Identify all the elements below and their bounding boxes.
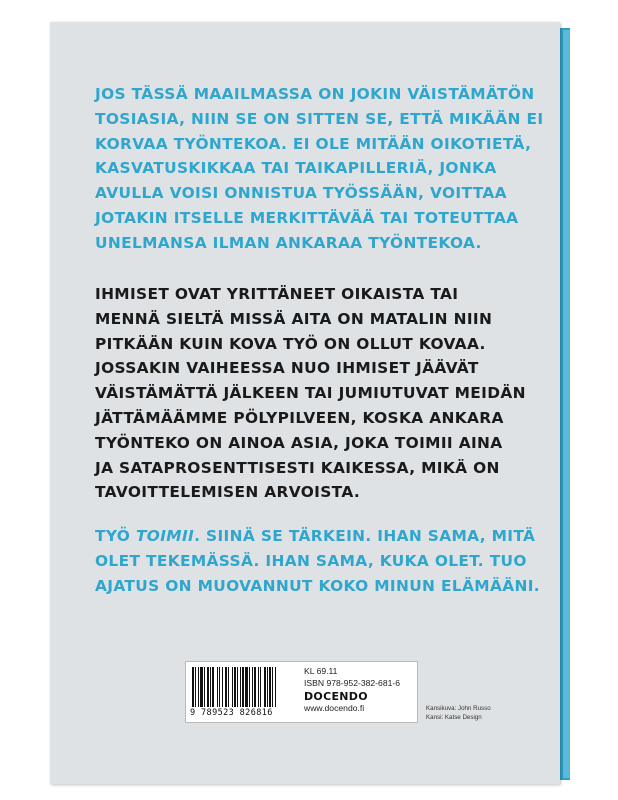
text-line: AVULLA VOISI ONNISTUA TYÖSSÄÄN, VOITTAA	[95, 184, 507, 203]
text-line: PITKÄÄN KUIN KOVA TYÖ ON OLLUT KOVAA.	[95, 334, 486, 353]
barcode-icon	[192, 667, 294, 707]
text-line: UNELMANSA ILMAN ANKARAA TYÖNTEKOA.	[95, 233, 482, 252]
barcode-digits: 9 789523 826816	[190, 708, 273, 718]
barcode-gap	[276, 667, 277, 707]
publisher-logo: DOCENDO	[304, 690, 368, 703]
text-segment: . SIINÄ SE TÄRKEIN. IHAN SAMA, MITÄ	[194, 527, 536, 545]
text-line: TYÖNTEKO ON AINOA ASIA, JOKA TOIMII AINA	[95, 433, 503, 452]
cover-credits	[426, 704, 536, 722]
text-line: KASVATUSKIKKAA TAI TAIKAPILLERIÄ, JONKA	[95, 159, 497, 178]
text-line: TOSIASIA, NIIN SE ON SITTEN SE, ETTÄ MIKÄÄN EI	[95, 109, 544, 128]
body-paragraph	[95, 282, 526, 505]
text-line: JOS TÄSSÄ MAAILMASSA ON JOKIN VÄISTÄMÄTÖN	[95, 85, 535, 103]
text-line: TAVOITTELEMISEN ARVOISTA.	[95, 483, 361, 502]
cover-photo-credit: Kansikuva: John Russo	[426, 705, 491, 712]
text-line: MENNÄ SIELTÄ MISSÄ AITA ON MATALIN NIIN	[95, 309, 493, 328]
emphasis-text: TOIMII	[135, 527, 195, 545]
text-line: AJATUS ON MUOVANNUT KOKO MINUN ELÄMÄÄNI.	[95, 576, 540, 595]
text-line: KORVAA TYÖNTEKOA. EI OLE MITÄÄN OIKOTIETÄ,	[95, 134, 532, 153]
text-line: JÄTTÄMÄÄMME PÖLYPILVEEN, KOSKA ANKARA	[95, 408, 504, 427]
text-line: IHMISET OVAT YRITTÄNEET OIKAISTA TAI	[95, 285, 459, 303]
classification-code: KL 69.11	[304, 666, 338, 676]
text-segment: TYÖ	[95, 527, 136, 545]
intro-paragraph	[95, 82, 544, 256]
barcode-panel	[185, 661, 418, 723]
text-line: OLET TEKEMÄSSÄ. IHAN SAMA, KUKA OLET. TUO	[95, 551, 527, 570]
isbn-number: ISBN 978-952-382-681-6	[304, 677, 401, 688]
text-line: JOTAKIN ITSELLE MERKITTÄVÄÄ TAI TOTEUTTAA	[95, 208, 519, 227]
text-line: JA SATAPROSENTTISESTI KAIKESSA, MIKÄ ON	[95, 458, 500, 477]
text-line: JOSSAKIN VAIHEESSA NUO IHMISET JÄÄVÄT	[95, 359, 479, 378]
closing-paragraph	[95, 524, 540, 598]
cover-design-credit: Kansi: Katse Design	[426, 714, 482, 721]
book-info	[304, 666, 416, 715]
text-line	[95, 524, 536, 549]
publisher-website: www.docendo.fi	[304, 703, 365, 713]
book-spine-highlight	[563, 30, 570, 778]
text-line: VÄISTÄMÄTTÄ JÄLKEEN TAI JUMIUTUVAT MEIDÄN	[95, 384, 526, 403]
